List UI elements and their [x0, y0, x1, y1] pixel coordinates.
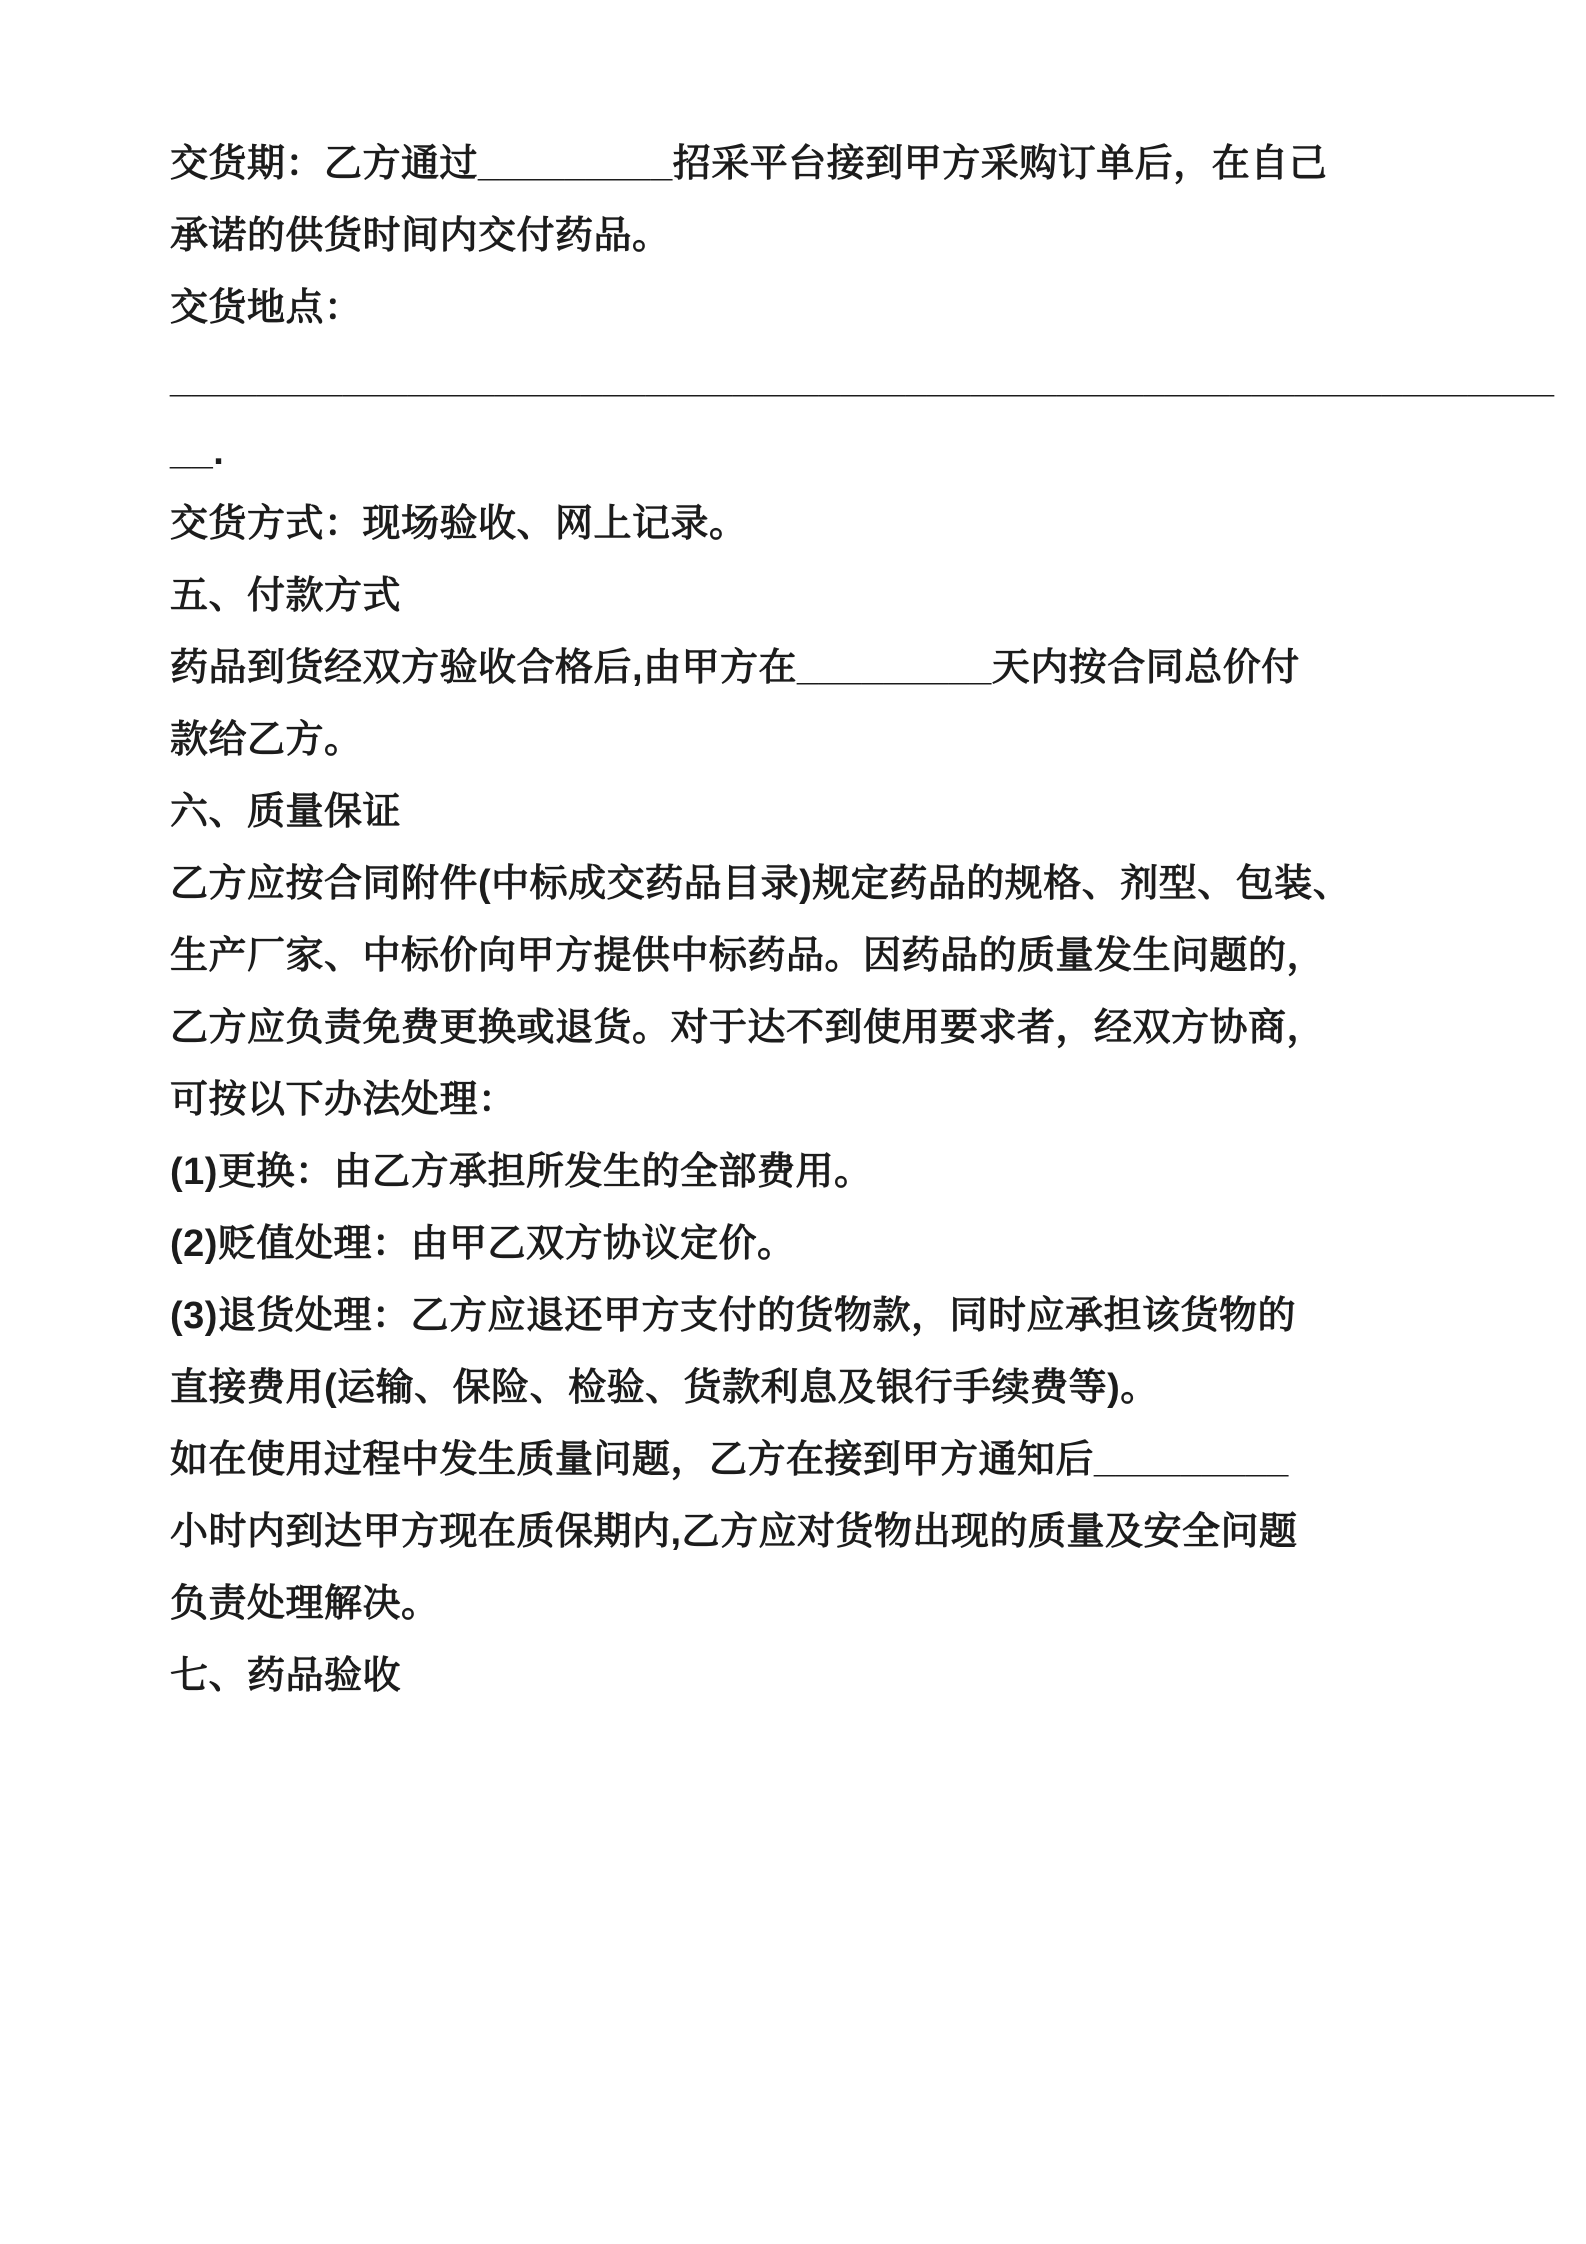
text-line: 交货期：乙方通过_________招采平台接到甲方采购订单后，在自己 — [170, 143, 1328, 185]
section-5-heading — [170, 560, 1420, 632]
text-line: 直接费用(运输、保险、检验、货款利息及银行手续费等)。 — [170, 1367, 1159, 1409]
text-line: 小时内到达甲方现在质保期内,乙方应对货物出现的质量及安全问题 — [170, 1511, 1298, 1553]
text-line: 可按以下办法处理： — [170, 1079, 517, 1121]
text-line: 七、药品验收 — [170, 1655, 402, 1697]
text-line: (1)更换：由乙方承担所发生的全部费用。 — [170, 1151, 873, 1193]
text-line: 负责处理解决。 — [170, 1583, 440, 1625]
text-line: 承诺的供货时间内交付药品。 — [170, 215, 671, 257]
text-line: 六、质量保证 — [170, 791, 402, 833]
text-line: ________________________________________________________________ — [170, 359, 1555, 401]
item-1-replace-paragraph — [170, 1136, 1420, 1208]
delivery-method-paragraph — [170, 488, 1420, 560]
text-line: (3)退货处理：乙方应退还甲方支付的货物款，同时应承担该货物的 — [170, 1295, 1296, 1337]
delivery-period-paragraph — [170, 128, 1420, 272]
text-line: 五、付款方式 — [170, 575, 402, 617]
text-line: 药品到货经双方验收合格后,由甲方在_________天内按合同总价付 — [170, 647, 1300, 689]
blank-fill-line-paragraph — [170, 344, 1555, 488]
item-2-devalue-paragraph — [170, 1208, 1420, 1280]
quality-problem-paragraph — [170, 1424, 1420, 1640]
text-line: 交货方式：现场验收、网上记录。 — [170, 503, 748, 545]
delivery-place-paragraph — [170, 272, 1420, 344]
text-line: 生产厂家、中标价向甲方提供中标药品。因药品的质量发生问题的， — [170, 935, 1326, 977]
text-line: (2)贬值处理：由甲乙双方协议定价。 — [170, 1223, 796, 1265]
section-7-heading — [170, 1640, 1420, 1712]
payment-paragraph — [170, 632, 1420, 776]
item-3-return-paragraph — [170, 1280, 1420, 1424]
text-line: 款给乙方。 — [170, 719, 363, 761]
text-line: 乙方应按合同附件(中标成交药品目录)规定药品的规格、剂型、包装、 — [170, 863, 1352, 905]
quality-guarantee-paragraph — [170, 848, 1420, 1136]
text-line: 交货地点： — [170, 287, 363, 329]
text-line: 如在使用过程中发生质量问题，乙方在接到甲方通知后_________ — [170, 1439, 1289, 1481]
section-6-heading — [170, 776, 1420, 848]
text-line: __. — [170, 431, 225, 473]
text-line: 乙方应负责免费更换或退货。对于达不到使用要求者，经双方协商， — [170, 1007, 1326, 1049]
